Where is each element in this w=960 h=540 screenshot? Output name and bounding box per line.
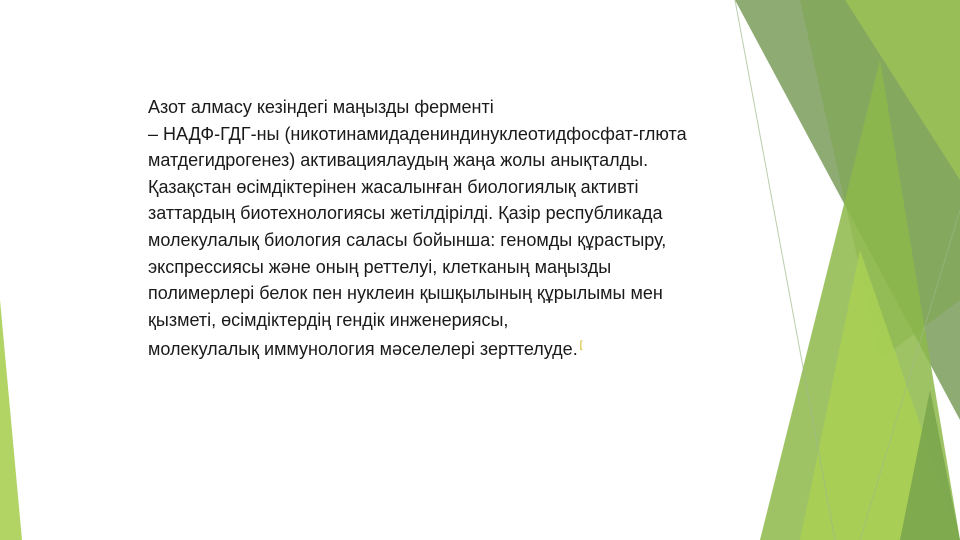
main-paragraph (148, 94, 838, 363)
paragraph-line: полимерлері белок пен нуклеин қышқылының құрылымы мен (148, 283, 663, 304)
paragraph-line: экспрессиясы және оның реттелуі, клетканың маңызды (148, 256, 612, 277)
paragraph-line: Азот алмасу кезіндегі маңызды ферменті (148, 97, 494, 117)
reference-link[interactable]: [ (579, 340, 583, 352)
paragraph-line: молекулалық биология саласы бойынша: геномды құрастыру, (148, 229, 667, 250)
paragraph-line: матдегидрогенез) активациялаудың жаңа жолы анықталды. (148, 150, 649, 171)
paragraph-line: – НАДФ-ГДГ-ны (никотинамидадениндинуклеотидфосфат-глюта (148, 123, 687, 144)
paragraph-line-last (148, 333, 838, 363)
paragraph-line: қызметі, өсімдіктердің гендік инженериясы, (148, 309, 509, 330)
decor-left-shard (0, 300, 22, 540)
paragraph-line-text: молекулалық иммунология мәселелері зерттелуде. (148, 339, 578, 360)
paragraph-line: заттардың биотехнологиясы жетілдірілді. Қазір республикада (148, 203, 663, 224)
paragraph-line: Қазақстан өсімдіктерінен жасалынған биологиялық активті (148, 176, 639, 197)
